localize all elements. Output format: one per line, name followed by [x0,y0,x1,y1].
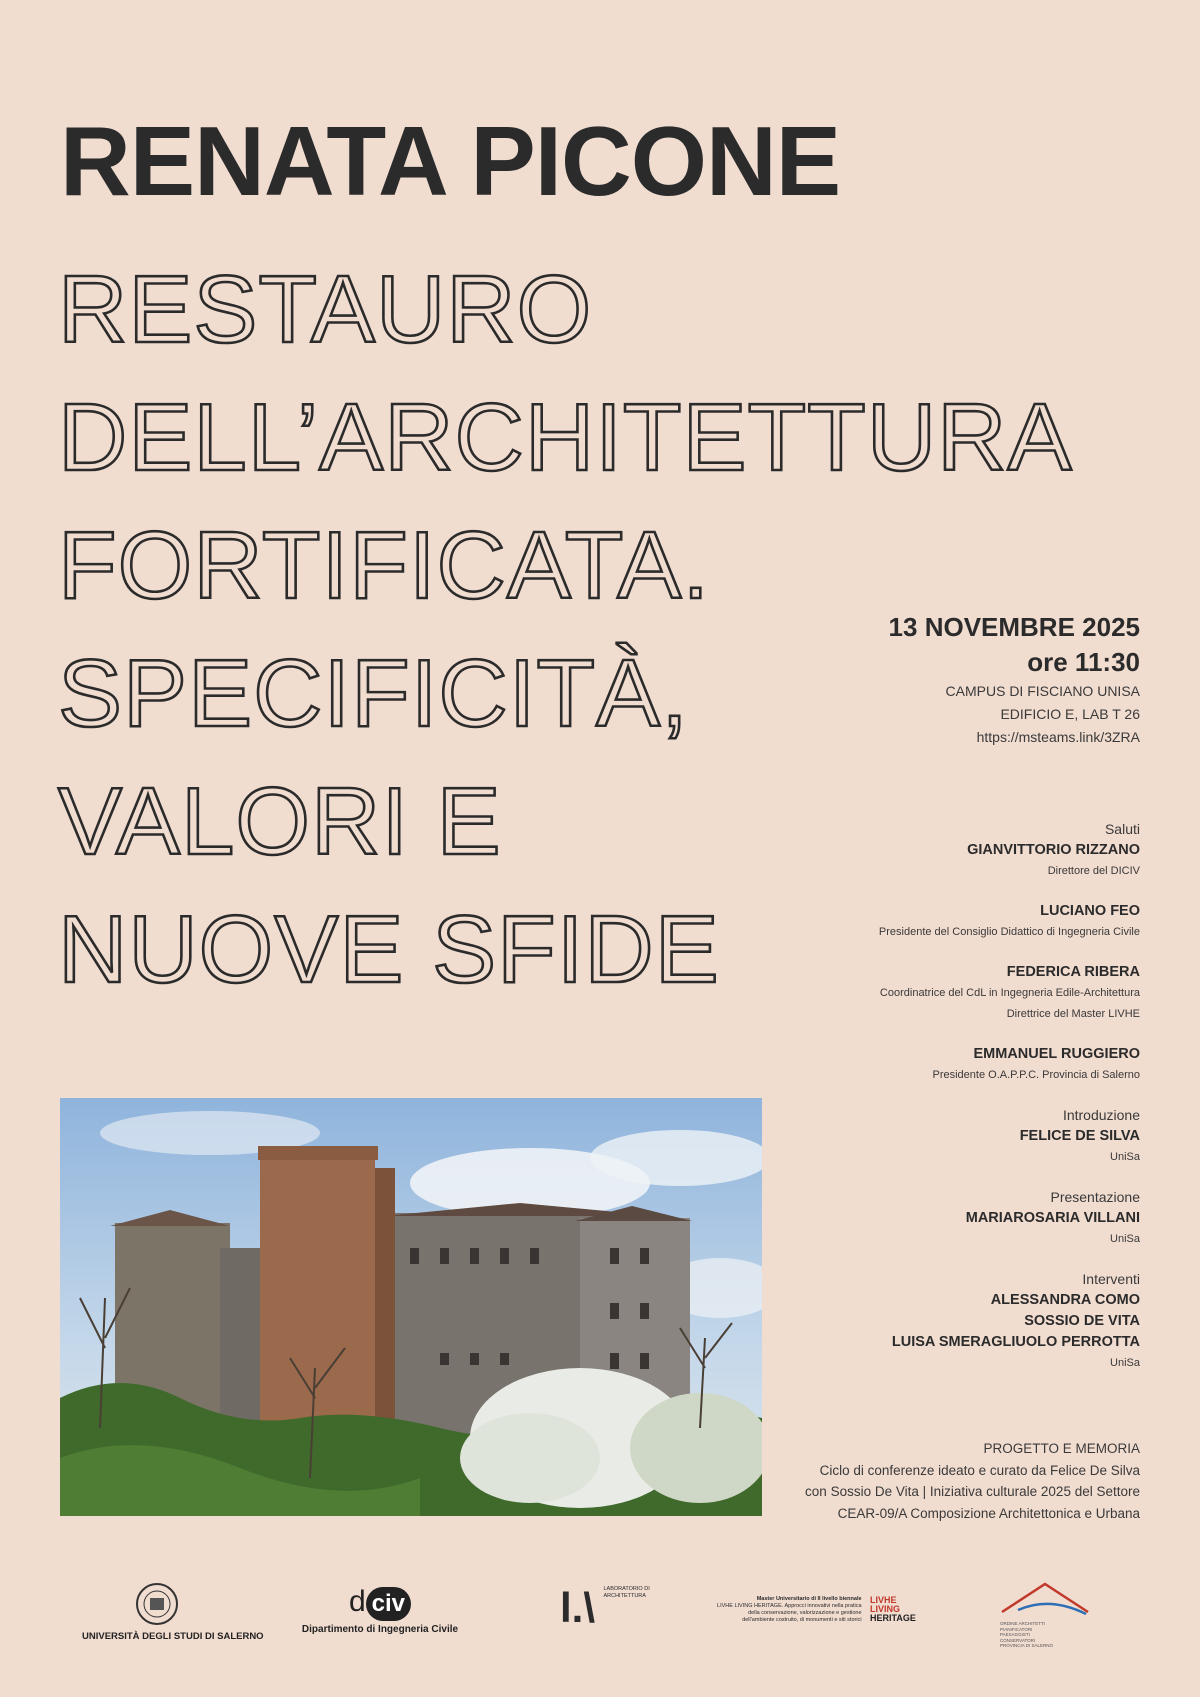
title-line: FORTIFICATA. [58,512,710,619]
series-line: con Sossio De Vita | Iniziativa culturale 2025 del Settore [805,1484,1140,1499]
program-speaker: LUCIANO FEO [1040,903,1140,919]
roof-icon [1000,1582,1090,1616]
partner-logos [0,1572,1200,1662]
title-line: VALORI E [58,768,502,875]
program-speaker: FELICE DE SILVA [1019,1128,1140,1144]
ordine-caption: PIANIFICATORI [1000,1626,1033,1632]
program-block [620,962,1140,1025]
event-location-room: EDIFICIO E, LAB T 26 [1000,706,1140,722]
event-teams-link[interactable]: https://msteams.link/3ZRA [976,729,1140,745]
diciv-mark-d: d [348,1585,366,1618]
program-speaker: LUISA SMERAGLIUOLO PERROTTA [891,1334,1140,1350]
ordine-caption: PAESAGGISTI [1000,1632,1030,1637]
ordine-caption: ORDINE ARCHITETTI [1000,1621,1046,1626]
program-speaker: EMMANUEL RUGGIERO [973,1046,1140,1062]
livhe-label: LIVING [870,1604,901,1614]
ordine-caption: PROVINCIA DI SALERNO [1000,1643,1054,1648]
event-location-campus: CAMPUS DI FISCIANO UNISA [945,683,1140,699]
event-time: ore 11:30 [1027,647,1140,677]
program-speaker: MARIAROSARIA VILLANI [965,1210,1140,1226]
program-block [620,1044,1140,1086]
program-block [620,901,1140,943]
livhe-label: HERITAGE [870,1613,916,1623]
master-caption: della conservazione, valorizzazione e gestione [748,1610,862,1616]
title-line: RESTAURO [58,256,593,363]
title-line: NUOVE SFIDE [58,896,720,1003]
master-livhe-logo [700,1596,940,1624]
lab-caption: ARCHITETTURA [603,1593,646,1599]
ordine-architetti-logo [1000,1582,1090,1649]
diciv-caption: Dipartimento di Ingegneria Civile [301,1624,459,1635]
lab-mark: l.\ [560,1584,596,1631]
program-role: UniSa [1110,1151,1140,1163]
program-section-label: Presentazione [1050,1189,1140,1205]
castle-photo [60,1098,762,1516]
program-section-label: Introduzione [1062,1107,1140,1123]
lab-caption: LABORATORIO DI [603,1586,650,1592]
unisa-caption: UNIVERSITÀ DEGLI STUDI DI SALERNO [82,1631,264,1642]
program-role: Presidente O.A.P.P.C. Provincia di Salerno [932,1069,1140,1081]
series-title: PROGETTO E MEMORIA [983,1441,1140,1456]
program-section-label: Saluti [1104,821,1140,837]
master-caption: dell'ambiente costruito, di monumenti e siti storici [742,1617,862,1623]
program-role: UniSa [1110,1357,1140,1369]
program-block-saluti [620,819,1140,882]
program-speaker: GIANVITTORIO RIZZANO [967,842,1140,858]
title-line: DELL’ARCHITETTURA [58,384,1073,491]
event-date: 13 NOVEMBRE 2025 [888,612,1140,642]
diciv-mark: civ [366,1587,411,1621]
series-line: CEAR-09/A Composizione Architettonica e Urbana [837,1505,1140,1521]
unisa-seal-icon [135,1582,179,1626]
speaker-name: RENATA PICONE [60,106,841,216]
series-line: Ciclo di conferenze ideato e curato da Felice De Silva [819,1462,1140,1478]
program-speaker: FEDERICA RIBERA [1006,964,1140,980]
program-speaker: SOSSIO DE VITA [1024,1313,1140,1329]
diciv-logo [300,1580,460,1635]
lab-logo [560,1586,650,1630]
livhe-label: LIVHE [870,1595,897,1605]
program-speaker: ALESSANDRA COMO [990,1292,1140,1308]
program-role: Direttore del DICIV [1047,865,1140,877]
ordine-caption: CONSERVATORI [1000,1637,1036,1643]
master-caption: LIVHE LIVING HERITAGE. Approcci innovativi nella pratica [717,1603,862,1609]
master-caption: Master Universitario di II livello biennale [756,1596,862,1602]
event-info [720,610,1140,749]
unisa-logo [82,1582,264,1642]
program-role: Coordinatrice del CdL in Ingegneria Edile-Architettura [879,987,1140,999]
program-role: Presidente del Consiglio Didattico di Ingegneria Civile [878,926,1140,938]
title-line: SPECIFICITÀ, [58,640,689,747]
program-section-label: Interventi [1082,1271,1140,1287]
program-role: Direttrice del Master LIVHE [1006,1008,1140,1020]
program-role: UniSa [1110,1233,1140,1245]
